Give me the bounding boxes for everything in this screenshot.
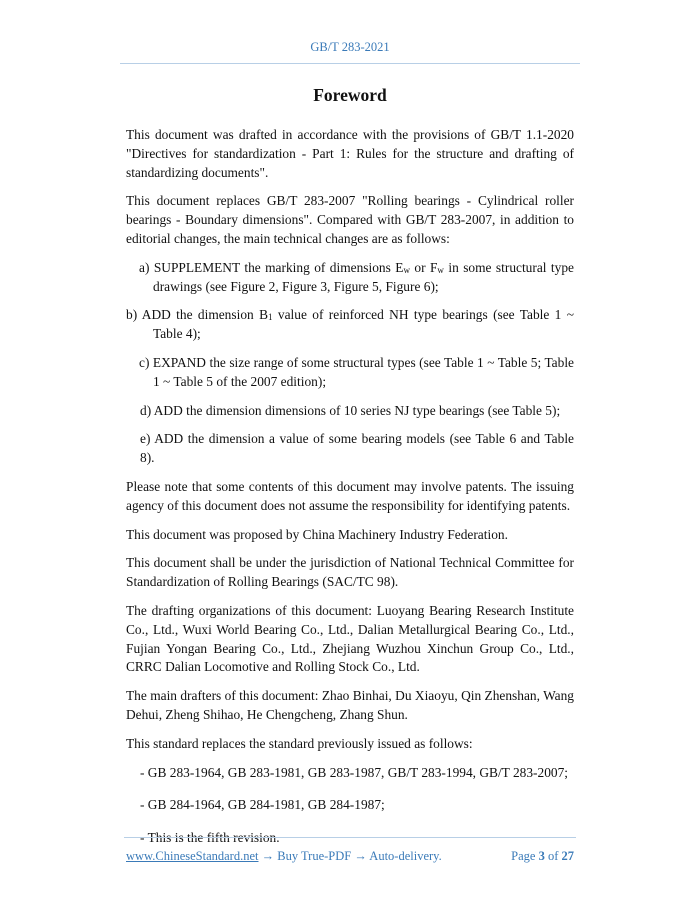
paragraph-history-intro: This standard replaces the standard previously issued as follows: [126, 735, 473, 751]
change-item-d: d) ADD the dimension dimensions of 10 series NJ type bearings (see Table 5); [140, 402, 561, 418]
change-item-b: b) ADD the dimension $B_1$ value of reinforced NH type bearings (see Table 1 ~ Table 4); [126, 307, 574, 342]
history-item: - This is the fifth revision. [140, 830, 280, 846]
total-pages: 27 [561, 849, 574, 863]
document-body [126, 84, 574, 862]
history-item: - GB 284-1964, GB 284-1981, GB 284-1987; [140, 797, 385, 813]
paragraph-drafting-basis: This document was drafted in accordance with the provisions of GB/T 1.1-2020 "Directives for standardization - Part 1: Rules for the structure and drafting of standardizing documents". [126, 127, 574, 180]
footer-divider [124, 837, 576, 838]
paragraph-drafters: The main drafters of this document: Zhao Binhai, Du Xiaoyu, Qin Zhenshan, Wang Dehui, Zheng Shihao, He Chengcheng, Zhang Shun. [126, 688, 574, 722]
paragraph-jurisdiction: This document shall be under the jurisdiction of National Technical Committee for Standardization of Rolling Bearings (SAC/TC 98). [126, 555, 574, 590]
history-item: - GB 283-1964, GB 283-1981, GB 283-1987, GB/T 283-1994, GB/T 283-2007; [140, 764, 569, 780]
running-header: GB/T 283-2021 [310, 40, 390, 54]
paragraph-proposer: This document was proposed by China Machinery Industry Federation. [126, 526, 508, 542]
current-page: 3 [538, 849, 545, 863]
paragraph-replacement: This document replaces GB/T 283-2007 "Rolling bearings - Cylindrical roller bearings - Boundary dimensions". Compared with GB/T 283-2007, in addition to editorial changes, the main technical changes are as follows: [126, 193, 574, 246]
site-link[interactable]: www.ChineseStandard.net [126, 849, 259, 863]
change-item-a: a) SUPPLEMENT the marking of dimensions $E_w$ or $F_w$ in some structural type drawings (see Figure 2, Figure 3, Figure 5, Figure 6); [139, 259, 574, 294]
page-number: Page 3 of 27 [511, 849, 574, 863]
header-divider [120, 63, 580, 64]
paragraph-drafting-organizations: The drafting organizations of this document: Luoyang Bearing Research Institute Co., Ltd., Wuxi World Bearing Co., Ltd., Dalian Metallurgical Bearing Co., Ltd., Fujian Yongan Bearing Co., Ltd., Zhejiang Wuzhou Xinchun Group Co., Ltd., CRRC Dalian Locomotive and Rolling Stock Co., Ltd. [126, 602, 574, 675]
footer-promo [126, 849, 442, 864]
change-item-c: c) EXPAND the size range of some structural types (see Table 1 ~ Table 5; Table 1 ~ Table 5 of the 2007 edition); [139, 354, 574, 389]
change-item-e: e) ADD the dimension a value of some bearing models (see Table 6 and Table 8). [140, 431, 574, 466]
page-title: Foreword [313, 85, 387, 105]
paragraph-patents: Please note that some contents of this document may involve patents. The issuing agency of this document does not assume the responsibility for identifying patents. [126, 478, 574, 513]
promo-text: → Buy True-PDF → Auto-delivery. [258, 849, 442, 863]
